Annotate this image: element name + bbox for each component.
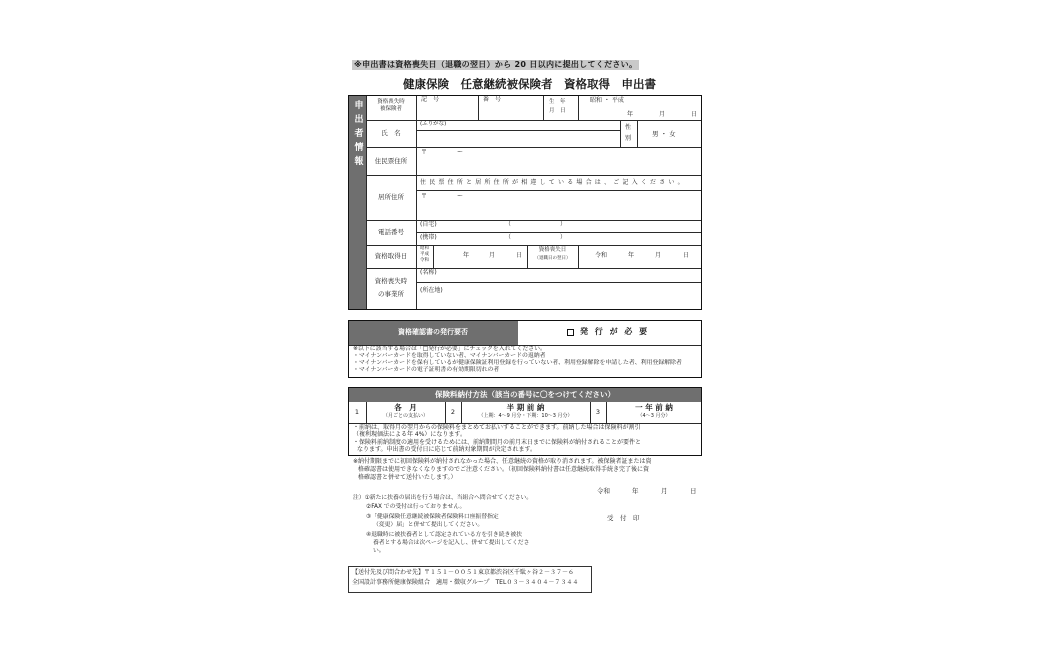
warning-line: 格確認書と併せて送付いたします。） [358,474,457,481]
loss-month-unit: 月 [655,252,662,259]
loss-year-unit: 年 [628,252,635,259]
loss-date-sublabel: （退職日の翌日） [534,256,571,261]
form-title: 健康保険 任意継続被保険者 資格取得 申出書 [403,77,656,91]
payment-header-label: 保険料納付方法（該当の番号に〇をつけてください） [435,390,615,399]
applicant-info-table [348,95,702,310]
payment-option-number: 1 [354,408,360,416]
birth-date-label-line2: 月 日 [549,108,566,114]
payment-option-title: 半 期 前 納 [506,403,545,412]
certificate-note: ・マイナンバーカードを保有しているが健康保険証利用登録を行っていない者、利用登録解除を申請した者、利用登録解除者 [353,360,682,366]
certificate-label: 資格確認書の発行要否 [398,328,468,336]
payment-option-title: 一 年 前 納 [635,403,673,412]
submission-deadline-notice: ※申出書は資格喪失日（退職の翌日）から 20 日以内に提出してください。 [354,60,638,69]
furigana-label: (ふりがな) [420,121,447,127]
contact-line: 全国設計事務所健康保険組合 適用・徴収グループ TEL０３－３４０４－７３４４ [352,579,579,586]
remark-line: （変更）届」と併せて提出してください。 [373,522,484,528]
applicant-section-label: 申出者情報 [352,100,363,170]
postal-dash: ー [457,149,464,156]
remark-line: ④退職時に被扶養者として認定されている方を引き続き被扶 [366,532,522,538]
phone-home-label: (自宅) [420,221,437,228]
payment-note: （複利現価法による年 4%）になります。 [353,431,466,438]
certificate-note: ・マイナンバーカードの電子証明書の有効期限切れの者 [353,367,500,373]
contact-line: 【送付先及び問合わせ先】〒１５１－００５１東京都渋谷区千駄ヶ谷２－３７－６ [352,568,575,576]
submission-month-unit: 月 [661,487,668,495]
acquisition-era-reiwa: 令和 [420,258,429,263]
employer-name-label: (名称) [420,269,437,276]
birth-day-unit: 日 [691,111,698,118]
payment-option-number: 2 [450,408,456,416]
employer-label-line2: の事業所 [378,290,404,298]
payment-note: ・保険料前納制度の適用を受けるためには、前納期間月の前月末日までに保険料が納付されることが要件と [353,439,642,446]
payment-option-sub: （上期：4～9 月分・下期：10～3 月分） [478,413,573,419]
postal-mark: 〒 [421,149,428,156]
sex-options: 男 ・ 女 [652,130,676,138]
payment-option-number: 3 [595,408,601,416]
acquisition-day-unit: 日 [516,252,523,259]
insured-label-line1: 資格喪失時 [377,99,405,105]
submission-day-unit: 日 [690,487,697,495]
phone-mobile-label: (携帯) [420,234,437,241]
paren-open: （ [505,221,512,228]
birth-month-unit: 月 [659,111,666,118]
remark-line: 注）①新たに扶養の届出を行う場合は、当組合へ問合せてください。 [353,495,533,501]
acquisition-era-showa: 昭和 [420,245,429,251]
payment-option-title: 各 月 [394,403,417,412]
employer-label-line1: 資格喪失時 [374,277,408,285]
name-label: 氏 名 [381,129,401,137]
remark-line: ③「健康保険任意継続被保険者保険料口座振替指定 [366,514,499,520]
paren-close: ） [560,234,567,241]
registered-address-label: 住民票住所 [374,157,408,165]
acquisition-era-heisei: 平成 [420,251,429,257]
birth-year-unit: 年 [627,111,634,118]
loss-day-unit: 日 [683,252,690,259]
sex-label-line1: 性 [625,124,632,131]
acquisition-year-unit: 年 [463,252,470,259]
issue-required-label: 発 行 が 必 要 [580,327,650,336]
birth-date-label-line1: 生 年 [549,99,566,105]
warning-line: 格確認書は使用できなくなりますのでご注意ください。（初回保険料納付書は任意継続取得手続き完了後に資 [358,466,650,473]
postal-dash: ー [457,193,464,200]
certificate-note: ・マイナンバーカードを取得していない者、マイナンバーカードの返納者 [353,353,546,359]
certificate-note: ※以下に該当する場合は「□発行が必要」にチェックを入れてください。 [353,346,546,352]
residence-address-label: 居所住所 [378,193,404,201]
residence-note: 住民票住所と居所住所が相違している場合は、ご記入ください。 [420,179,687,186]
reception-stamp-label: 受 付 印 [607,514,640,522]
loss-date-label: 資格喪失日 [538,247,567,253]
insured-label-line2: 被保険者 [379,106,402,112]
loss-date-era: 令和 [595,252,608,259]
payment-note: なります。申出書の受付日に応じて前納対象期間が決定されます。 [357,446,537,453]
acquisition-date-label: 資格取得日 [374,252,408,260]
phone-label: 電話番号 [378,228,404,236]
employer-address-label: (所在地) [420,287,443,294]
symbol-field-label: 記 号 [421,96,440,103]
warning-line: ※納付期限までに初回保険料が納付されなかった場合、任意継続の資格が取り消されます。被保険者証または資 [353,458,652,465]
postal-mark: 〒 [421,193,428,200]
remark-line: 養者とする場合は次ページを記入し、併せて提出してくださ [373,540,530,546]
number-field-label: 番 号 [483,96,502,103]
payment-block [348,387,702,456]
remark-line: ②FAX での受付は行っておりません。 [366,504,466,510]
paren-open: （ [505,234,512,241]
remark-line: い。 [373,548,385,554]
birth-era-options: 昭和 ・ 平成 [590,97,624,104]
acquisition-month-unit: 月 [489,252,496,259]
submission-date-era: 令和 [597,487,610,495]
certificate-block [348,320,702,378]
payment-option-sub: （4～3 月分） [637,413,671,419]
sex-label-line2: 別 [625,135,632,142]
submission-year-unit: 年 [632,487,639,495]
paren-close: ） [560,221,567,228]
payment-option-sub: （月ごとの支払い） [382,413,428,419]
payment-note: ・前納は、取得月の翌月からの保険料をまとめてお払いすることができます。前納した場合は保険料が割引 [353,424,641,431]
